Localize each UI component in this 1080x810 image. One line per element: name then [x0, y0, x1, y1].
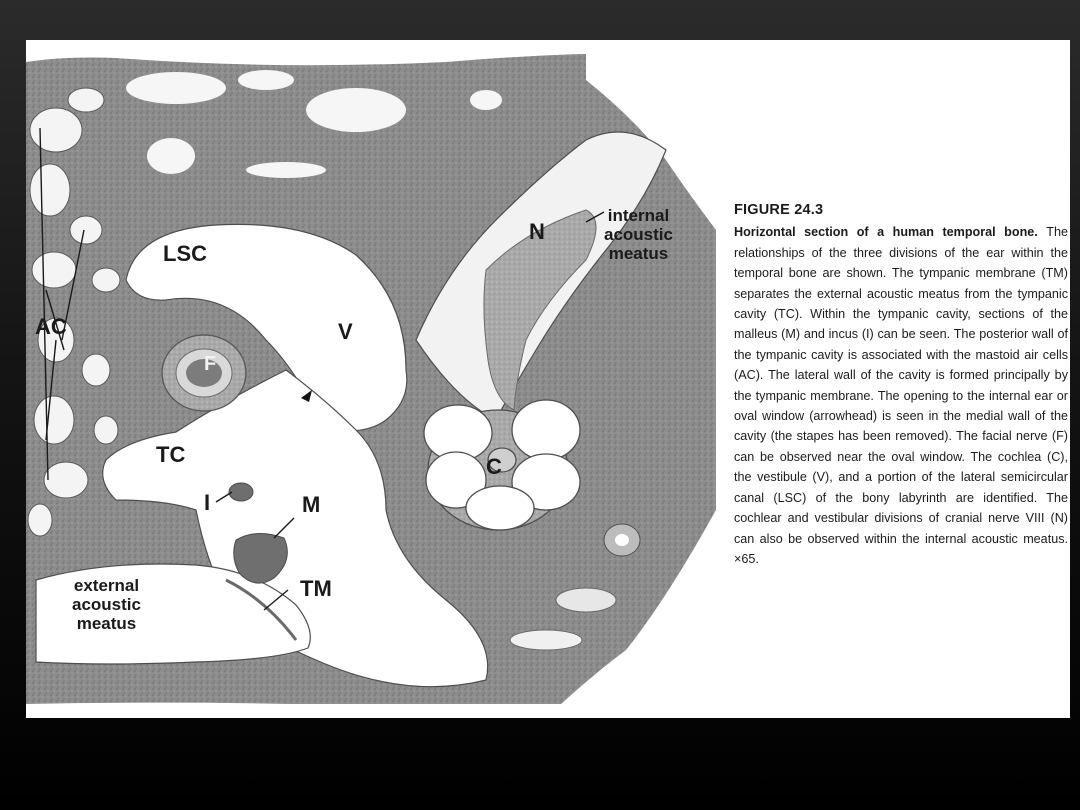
bottom-space [26, 703, 546, 718]
label-n: N [529, 219, 545, 244]
caption-body: The relationships of the three divisions of the ear within the temporal bone are shown. The tympanic membrane (TM) separates the external acoustic meatus from the tympanic cavity (TC). Within the tympanic cavity, sections of the malleus (M) and incus (I) can be seen. The posterior wall of the tympanic cavity is associated with the mastoid air cells (AC). The lateral wall of the cavity is formed principally by the tympanic membrane. The opening to the internal ear or oval window (arrowhead) is seen in the medial wall of the cavity (the stapes has been removed). The facial nerve (F) can be observed near the oval window. The cochlea (C), the vestibule (V), and a portion of the lateral semicircular canal (LSC) of the bony labyrinth are identified. The cochlear and vestibular divisions of cranial nerve VIII (N) can also be observed within the internal acoustic meatus. ×65. [734, 225, 1068, 566]
label-i: I [204, 490, 211, 515]
label-tc: TC [156, 442, 186, 467]
label-lsc: LSC [163, 241, 207, 266]
label-tm: TM [300, 576, 332, 601]
label-internal-acoustic-meatus [604, 206, 673, 263]
int-line-3: meatus [608, 244, 669, 263]
caption-heading: Horizontal section of a human temporal bone. [734, 225, 1047, 240]
label-f: F [204, 353, 217, 375]
slide [26, 40, 1070, 718]
ext-line-2: acoustic [72, 595, 141, 614]
label-m: M [302, 492, 321, 517]
label-external-acoustic-meatus [72, 576, 141, 633]
label-c: C [486, 454, 502, 479]
int-line-1: internal [607, 206, 670, 225]
ext-line-3: meatus [76, 614, 137, 633]
incus [229, 483, 253, 501]
label-v: V [338, 319, 353, 344]
label-ac: AC [35, 314, 67, 339]
figure-title: FIGURE 24.3 [734, 202, 824, 218]
figure-caption [734, 200, 1068, 569]
int-line-2: acoustic [604, 225, 673, 244]
ext-line-1: external [73, 576, 140, 595]
